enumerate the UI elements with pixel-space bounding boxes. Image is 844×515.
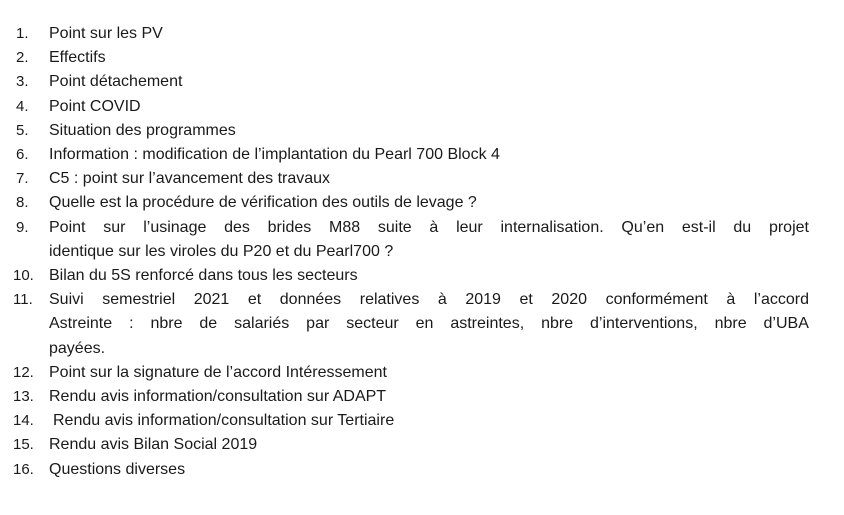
agenda-item-7 xyxy=(0,167,844,191)
item-number: 11. xyxy=(13,291,33,309)
item-number: 5. xyxy=(16,121,29,139)
agenda-item-9 xyxy=(0,216,844,264)
item-text-line-2: Astreinte : nbre de salariés par secteur en astreintes, nbre d’interventions, nbre d’UBA xyxy=(49,315,809,333)
item-text: Quelle est la procédure de vérification des outils de levage ? xyxy=(49,194,477,212)
item-text: Bilan du 5S renforcé dans tous les secteurs xyxy=(49,267,358,285)
item-number: 2. xyxy=(16,49,29,67)
agenda-item-13 xyxy=(0,385,844,409)
item-number: 8. xyxy=(16,194,29,212)
item-text: Effectifs xyxy=(49,49,106,67)
item-text: Rendu avis Bilan Social 2019 xyxy=(49,436,258,454)
item-text: Point sur la signature de l’accord Intéressement xyxy=(49,363,387,381)
agenda-item-15 xyxy=(0,433,844,457)
item-text: Point COVID xyxy=(49,97,141,115)
item-text-line-3: payées. xyxy=(49,339,106,357)
agenda-item-12 xyxy=(0,361,844,385)
item-text-line-1: Suivi semestriel 2021 et données relatives à 2019 et 2020 conformément à l’accord xyxy=(49,291,809,309)
item-text: Rendu avis information/consultation sur Tertiaire xyxy=(53,412,395,430)
agenda-item-14 xyxy=(0,409,844,433)
item-text: Questions diverses xyxy=(49,460,186,478)
item-text-line-2: identique sur les viroles du P20 et du Pearl700 ? xyxy=(49,242,394,260)
item-text-line-1: Point sur l’usinage des brides M88 suite à leur internalisation. Qu’en est-il du projet xyxy=(49,218,809,236)
item-number: 16. xyxy=(13,460,34,478)
item-number: 6. xyxy=(16,146,29,164)
agenda-item-10 xyxy=(0,264,844,288)
agenda-item-11 xyxy=(0,288,844,361)
agenda-item-3 xyxy=(0,70,844,94)
item-number: 13. xyxy=(13,388,34,406)
agenda-item-16 xyxy=(0,458,844,482)
item-number: 1. xyxy=(16,25,29,42)
item-text: C5 : point sur l’avancement des travaux xyxy=(49,170,331,188)
item-text: Rendu avis information/consultation sur ADAPT xyxy=(49,388,387,406)
item-text: Point sur les PV xyxy=(49,25,163,42)
item-number: 7. xyxy=(16,170,29,188)
agenda-item-6 xyxy=(0,143,844,167)
agenda-item-5 xyxy=(0,119,844,143)
item-number: 10. xyxy=(13,267,34,285)
item-number: 14. xyxy=(13,412,34,430)
item-number: 12. xyxy=(13,363,34,381)
item-text: Information : modification de l’implantation du Pearl 700 Block 4 xyxy=(49,146,500,164)
agenda-item-8 xyxy=(0,191,844,215)
agenda-list xyxy=(0,22,844,482)
item-text: Situation des programmes xyxy=(49,121,236,139)
item-number: 4. xyxy=(16,97,29,115)
item-number: 9. xyxy=(16,218,29,236)
item-number: 15. xyxy=(13,436,34,454)
item-text: Point détachement xyxy=(49,73,183,91)
agenda-item-1 xyxy=(0,22,844,46)
item-number: 3. xyxy=(16,73,29,91)
agenda-item-4 xyxy=(0,95,844,119)
agenda-item-2 xyxy=(0,46,844,70)
